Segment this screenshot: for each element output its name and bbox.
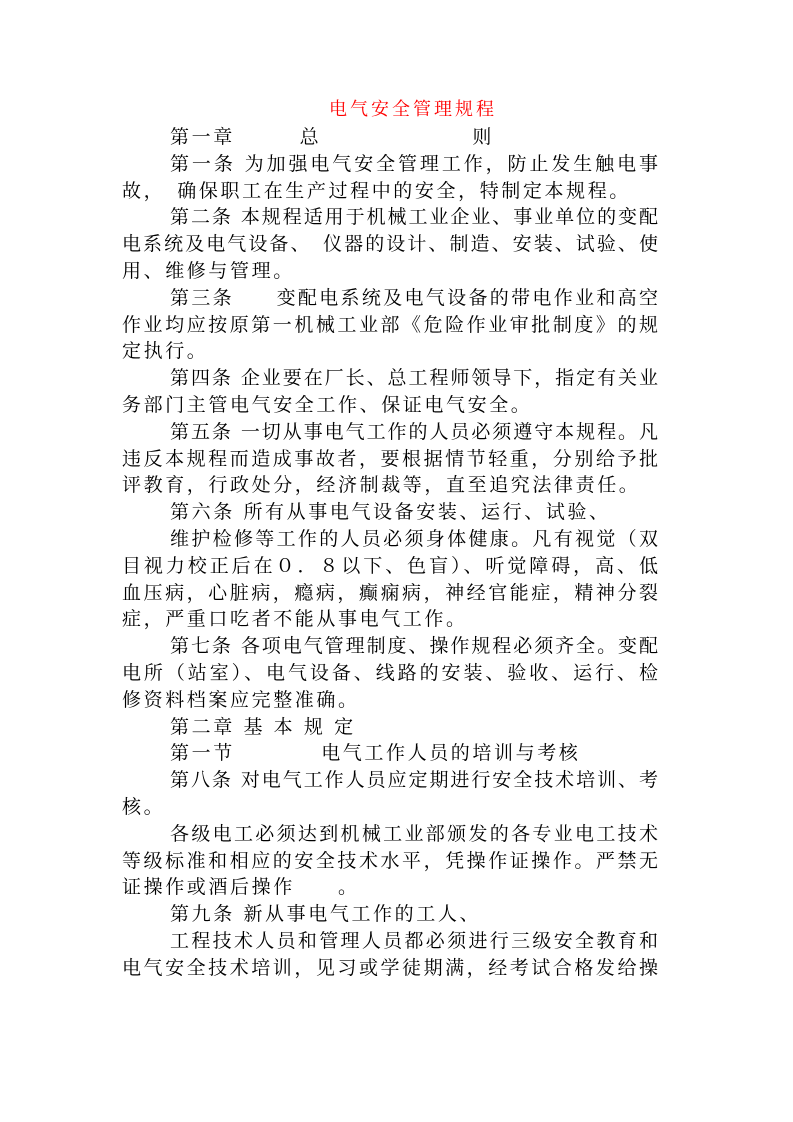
text-line: 定执行。 bbox=[122, 340, 209, 363]
text-line: 第一条 为加强电气安全管理工作，防止发生触电事 bbox=[170, 152, 658, 175]
text-line: 第五条 一切从事电气工作的人员必须遵守本规程。凡 bbox=[170, 420, 658, 443]
text-line: 违反本规程而造成事故者，要根据情节轻重，分别给予批 bbox=[122, 447, 658, 470]
text-line: 第六条 所有从事电气设备安装、运行、试验、 bbox=[170, 501, 611, 524]
text-line: 目视力校正后在０．８以下、色盲）、听觉障碍，高、低 bbox=[122, 554, 658, 577]
text-line: 电气安全技术培训，见习或学徒期满，经考试合格发给操 bbox=[122, 956, 658, 979]
text-line: 维护检修等工作的人员必须身体健康。凡有视觉（双 bbox=[170, 527, 658, 550]
text-line: 症，严重口吃者不能从事电气工作。 bbox=[122, 608, 468, 631]
text-line: 评教育，行政处分，经济制裁等，直至追究法律责任。 bbox=[122, 474, 641, 497]
text-line: 第四条 企业要在厂长、总工程师领导下，指定有关业 bbox=[170, 367, 658, 390]
text-line: 务部门主管电气安全工作、保证电气安全。 bbox=[122, 393, 533, 416]
text-line: 第七条 各项电气管理制度、操作规程必须齐全。变配 bbox=[170, 635, 658, 658]
section-heading: 第一节 电气工作人员的培训与考核 bbox=[170, 742, 581, 765]
text-line: 故， 确保职工在生产过程中的安全，特制定本规程。 bbox=[122, 179, 631, 202]
text-line: 工程技术人员和管理人员都必须进行三级安全教育和 bbox=[170, 929, 658, 952]
text-line: 电系统及电气设备、 仪器的设计、制造、安装、试验、使 bbox=[122, 233, 658, 256]
text-line: 第八条 对电气工作人员应定期进行安全技术培训、考 bbox=[170, 769, 658, 792]
text-line: 各级电工必须达到机械工业部颁发的各专业电工技术 bbox=[170, 822, 658, 845]
document-title: 电气安全管理规程 bbox=[329, 99, 497, 120]
text-line: 第三条 变配电系统及电气设备的带电作业和高空 bbox=[170, 286, 658, 309]
chapter-heading: 第二章 基 本 规 定 bbox=[170, 715, 356, 738]
text-line: 电所（站室）、电气设备、线路的安装、验收、运行、检 bbox=[122, 661, 658, 684]
document-body bbox=[122, 124, 658, 982]
text-line: 等级标准和相应的安全技术水平，凭操作证操作。严禁无 bbox=[122, 849, 658, 872]
chapter-heading: 第一章 总 则 bbox=[170, 126, 495, 148]
text-line: 证操作或酒后操作 。 bbox=[122, 876, 360, 899]
text-line: 修资料档案应完整准确。 bbox=[122, 688, 360, 711]
text-line: 用、维修与管理。 bbox=[122, 259, 295, 282]
text-line: 血压病，心脏病，瘾病，癫痫病，神经官能症，精神分裂 bbox=[122, 581, 658, 604]
text-line: 核。 bbox=[122, 795, 166, 818]
text-line: 作业均应按原第一机械工业部《危险作业审批制度》的规 bbox=[122, 313, 658, 336]
text-line: 第二条 本规程适用于机械工业企业、事业单位的变配 bbox=[170, 206, 658, 229]
text-line: 第九条 新从事电气工作的工人、 bbox=[170, 903, 482, 926]
